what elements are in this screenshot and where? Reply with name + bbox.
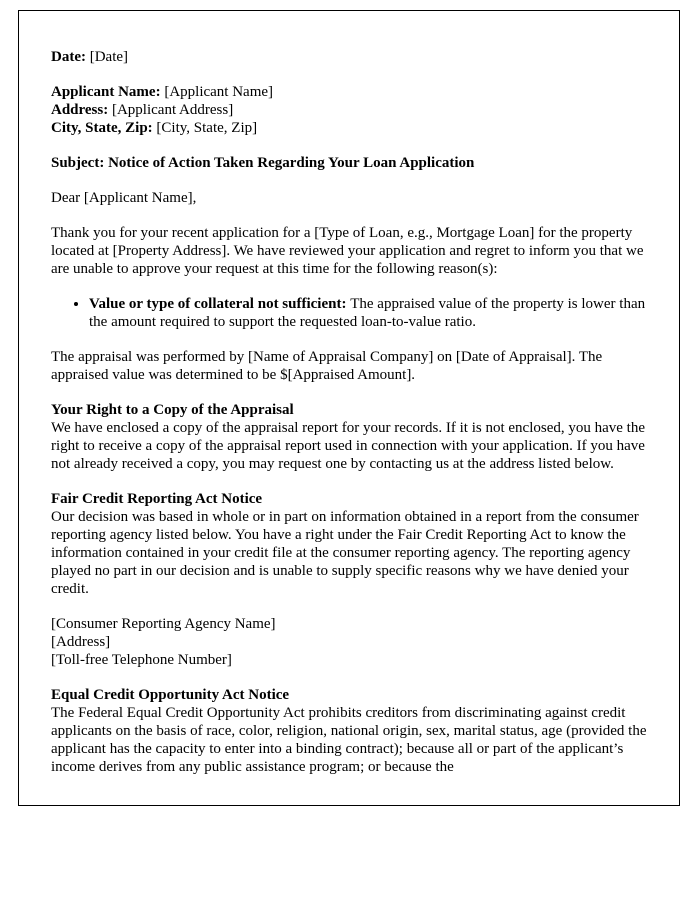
document-block <box>51 83 647 137</box>
section-heading <box>51 686 647 704</box>
bold-text-segment: Date: <box>51 49 90 65</box>
section-heading <box>51 401 647 419</box>
document-block <box>51 704 647 776</box>
document-block <box>51 419 647 473</box>
text-segment: [Address] <box>51 634 111 650</box>
bold-text-segment: Your Right to a Copy of the Appraisal <box>51 402 294 418</box>
bold-text-segment: Address: <box>51 102 112 118</box>
text-segment: Thank you for your recent application for a [Type of Loan, e.g., Mortgage Loan] for the property located at [Property Address]. We have reviewed your application and regret to inform you that we are unable to approve your request at this time for the following reason(s): <box>51 225 644 277</box>
document-block <box>51 224 647 278</box>
document-block <box>51 48 647 66</box>
text-segment: [Applicant Name] <box>164 84 274 100</box>
text-segment: The appraised value of the property is lower than the amount required to support the requested loan-to-value ratio. <box>89 296 646 330</box>
text-segment: Our decision was based in whole or in part on information obtained in a report from the consumer reporting agency listed below. You have a right under the Fair Credit Reporting Act to know the information contained in your credit file at the consumer reporting agency. The reporting agency played no part in our decision and is unable to supply specific reasons why we have denied your credit. <box>51 509 639 597</box>
bold-text-segment: Value or type of collateral not sufficient: <box>89 296 351 312</box>
text-segment: [Date] <box>89 49 129 65</box>
bullet-item <box>89 295 647 331</box>
document-block <box>51 615 647 669</box>
document-block <box>51 295 647 331</box>
document-body <box>19 11 679 776</box>
bold-text-segment: Fair Credit Reporting Act Notice <box>51 491 263 507</box>
text-segment: The appraisal was performed by [Name of Appraisal Company] on [Date of Appraisal]. The appraised value was determined to be $[Appraised Amount]. <box>51 349 603 383</box>
document-page <box>18 10 680 806</box>
text-segment: The Federal Equal Credit Opportunity Act prohibits creditors from discriminating against credit applicants on the basis of race, color, religion, national origin, sex, marital status, age (provided the applicant has the capacity to enter into a binding contract); because all or part of the applicant’s income derives from any public assistance program; or because the <box>51 705 647 775</box>
document-block <box>51 508 647 598</box>
document-block <box>51 154 647 172</box>
document-block <box>51 348 647 384</box>
document-block <box>51 189 647 207</box>
text-segment: Dear [Applicant Name], <box>51 190 197 206</box>
text-segment: We have enclosed a copy of the appraisal report for your records. If it is not enclosed, you have the right to receive a copy of the appraisal report used in connection with your application. If you have not already received a copy, you may request one by contacting us at the address listed below. <box>51 420 645 472</box>
text-segment: [Applicant Address] <box>111 102 234 118</box>
section-heading <box>51 490 647 508</box>
text-segment: [Consumer Reporting Agency Name] <box>51 616 276 632</box>
bold-text-segment: City, State, Zip: <box>51 120 157 136</box>
text-segment: [City, State, Zip] <box>156 120 258 136</box>
bold-text-segment: Applicant Name: <box>51 84 165 100</box>
text-segment: [Toll-free Telephone Number] <box>51 652 232 668</box>
bold-text-segment: Equal Credit Opportunity Act Notice <box>51 687 290 703</box>
bold-text-segment: Subject: Notice of Action Taken Regarding Your Loan Application <box>51 155 475 171</box>
